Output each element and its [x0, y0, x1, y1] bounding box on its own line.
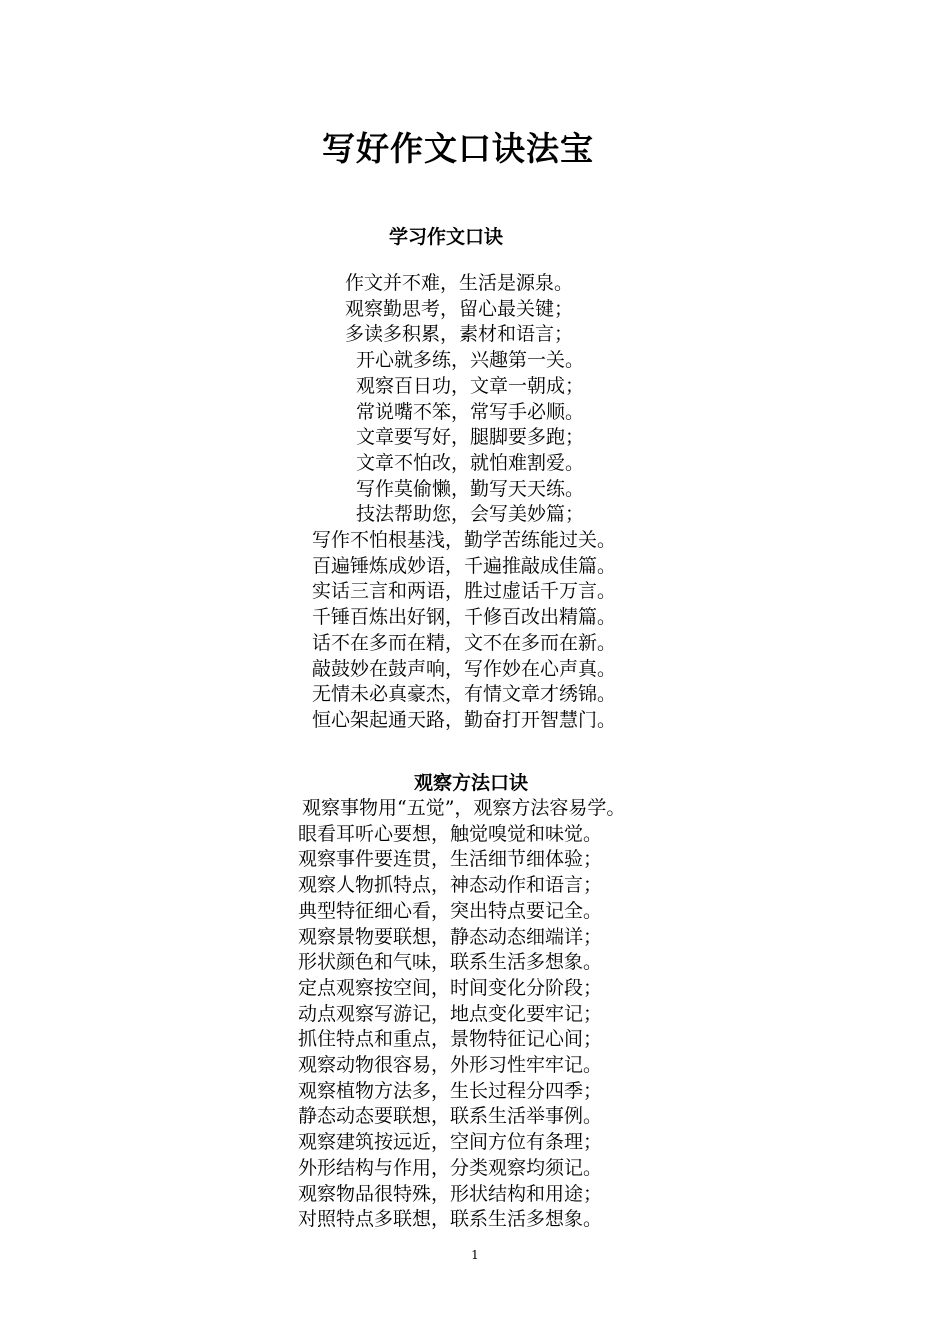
verse-line: 观察建筑按远近，空间方位有条理； — [298, 1131, 603, 1154]
verse-line: 定点观察按空间，时间变化分阶段； — [298, 976, 603, 999]
verse-line: 对照特点多联想，联系生活多想象。 — [298, 1208, 603, 1231]
verse-line: 动点观察写游记，地点变化要牢记； — [298, 1002, 603, 1025]
verse-line: 话不在多而在精，文不在多而在新。 — [312, 631, 617, 654]
verse-line: 文章不怕改，就怕难割爱。 — [356, 451, 585, 474]
verse-line: 观察动物很容易，外形习性牢牢记。 — [298, 1054, 603, 1077]
verse-line: 观察勤思考，留心最关键； — [345, 297, 574, 320]
verse-line: 多读多积累，素材和语言； — [345, 323, 574, 346]
verse-line: 恒心架起通天路，勤奋打开智慧门。 — [312, 708, 617, 731]
verse-line: 典型特征细心看，突出特点要记全。 — [298, 899, 603, 922]
verse-line: 观察植物方法多，生长过程分四季； — [298, 1079, 603, 1102]
verse-line: 观察物品很特殊，形状结构和用途； — [298, 1182, 603, 1205]
verse-line: 观察景物要联想，静态动态细端详； — [298, 925, 603, 948]
verse-line: 实话三言和两语，胜过虚话千万言。 — [312, 580, 617, 603]
document-title: 写好作文口诀法宝 — [322, 129, 594, 168]
verse-line: 眼看耳听心要想，触觉嗅觉和味觉。 — [298, 822, 603, 845]
section-heading-observation-methods: 观察方法口诀 — [414, 772, 529, 794]
verse-line: 敲鼓妙在鼓声响，写作妙在心声真。 — [312, 657, 617, 680]
verse-line: 百遍锤炼成妙语，千遍推敲成佳篇。 — [312, 554, 617, 577]
verse-line: 静态动态要联想，联系生活举事例。 — [298, 1105, 603, 1128]
verse-line: 观察事件要连贯，生活细节细体验； — [298, 848, 603, 871]
verse-line: 形状颜色和气味，联系生活多想象。 — [298, 951, 603, 974]
verse-line: 观察百日功，文章一朝成； — [356, 374, 585, 397]
verse-observation-methods — [298, 796, 625, 1233]
page-number: 1 — [471, 1248, 479, 1262]
verse-line: 观察事物用“五觉”，观察方法容易学。 — [302, 797, 626, 819]
verse-line: 观察人物抓特点，神态动作和语言； — [298, 874, 603, 897]
verse-line: 抓住特点和重点，景物特征记心间； — [298, 1028, 603, 1051]
verse-line: 技法帮助您，会写美妙篇； — [356, 503, 585, 526]
verse-line: 文章要写好，腿脚要多跑； — [356, 426, 585, 449]
verse-learning-writing — [0, 271, 950, 734]
verse-line: 千锤百炼出好钢，千修百改出精篇。 — [312, 606, 617, 629]
verse-line: 开心就多练，兴趣第一关。 — [356, 349, 585, 372]
verse-line: 外形结构与作用，分类观察均须记。 — [298, 1156, 603, 1179]
verse-line: 常说嘴不笨，常写手必顺。 — [356, 400, 585, 423]
verse-line: 作文并不难，生活是源泉。 — [345, 272, 574, 294]
section-heading-learning-writing: 学习作文口诀 — [389, 226, 504, 248]
verse-line: 写作不怕根基浅，勤学苦练能过关。 — [312, 529, 617, 552]
verse-line: 无情未必真豪杰，有情文章才绣锦。 — [312, 683, 617, 706]
verse-line: 写作莫偷懒，勤写天天练。 — [356, 477, 585, 500]
